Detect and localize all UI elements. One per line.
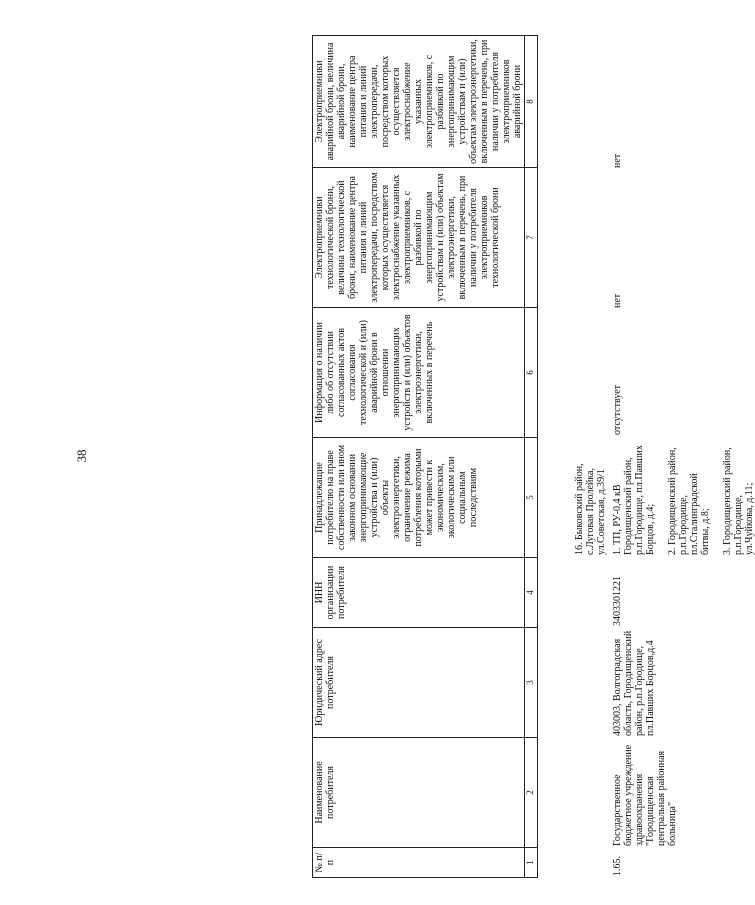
consumer-name: Государственное бюджетное учреждение здравоохранения "Городищенская центральная районная больница" [612,744,678,846]
column-number: 2 [525,738,538,848]
column-number: 6 [525,308,538,438]
column-number: 5 [525,438,538,558]
header-cell: Юридический адрес потребителя [313,628,525,738]
rotated-table-sheet [312,36,755,878]
acts-info: отсутствует [612,384,623,435]
column-number: 3 [525,628,538,738]
header-cell: Информация о наличии либо об отсутствии согласованных актов согласования технологической и (или) аварийной брони в отношении энергопринимающих устройств и (или) объектов электроэнергетики, включенных в перечень [313,308,525,438]
page-number: 38 [74,449,89,463]
header-cell: Наименование потребителя [313,738,525,848]
column-number: 1 [525,848,538,878]
header-cell: Принадлежащие потребителю на праве собственности или ином законном основании энергопринимающие устройства и (или) объекты электроэнергетики, ограничение режима потребления которыми может привести к экономическим, экологическим или социальным последствиям [313,438,525,558]
consumer-inn: 3403301221 [612,576,623,626]
consumer-address: 403003, Волгоградская область, Городищенский район, р.п.Городище, пл.Павших Борцов,д.4 [612,630,656,736]
header-cell: № п/п [313,848,525,878]
header-cell: Электроприемники технологической брони, величина технологической брони, наименование центра питания и линий электропередачи, посредством которых осуществляется электроснабжение указанных электроприемников, с разбивкой по энергопринимающим устройствам и (или) объектам электроэнергетики, включенным в перечень, при наличии у потребителя электроприемников технологической брони [313,168,525,308]
reserve-table [312,35,538,878]
column-number: 8 [525,36,538,168]
row-number: 1.65. [612,856,623,876]
column-number: 7 [525,168,538,308]
table-header-row [313,36,525,878]
column-number: 4 [525,558,538,628]
header-cell: Электроприемники аварийной брони, величина аварийной брони, наименование центра питания и линий электропередачи, посредством которых осуществляется электроснабжение указанных электроприемников, с разбивкой по энергопринимающим устройствам и (или) объектам электроэнергетики, включенным в перечень, при наличии у потребителя электроприемников аварийной брони [313,36,525,168]
header-cell: ИНН организации потребителя [313,558,525,628]
column-number-row [525,36,538,878]
consumer-devices: 1. ТП, РУ-0,4 кВ Городищенский район, р.п.Городище, пл.Павших Борцов, д.4; 2. Городищенский район, р.п.Городище, пл.Сталинградской битвы, д.8; 3. Городищенский район, р.п.Городище, ул.Чуйкова, д.11; [612,445,755,555]
tech-reserve: нет [612,293,623,308]
continuation-devices: 16. Быковский район, с.Луговая Пролейка, ул.Советская, д.39/1 [574,463,607,555]
emergency-reserve: нет [612,153,623,168]
